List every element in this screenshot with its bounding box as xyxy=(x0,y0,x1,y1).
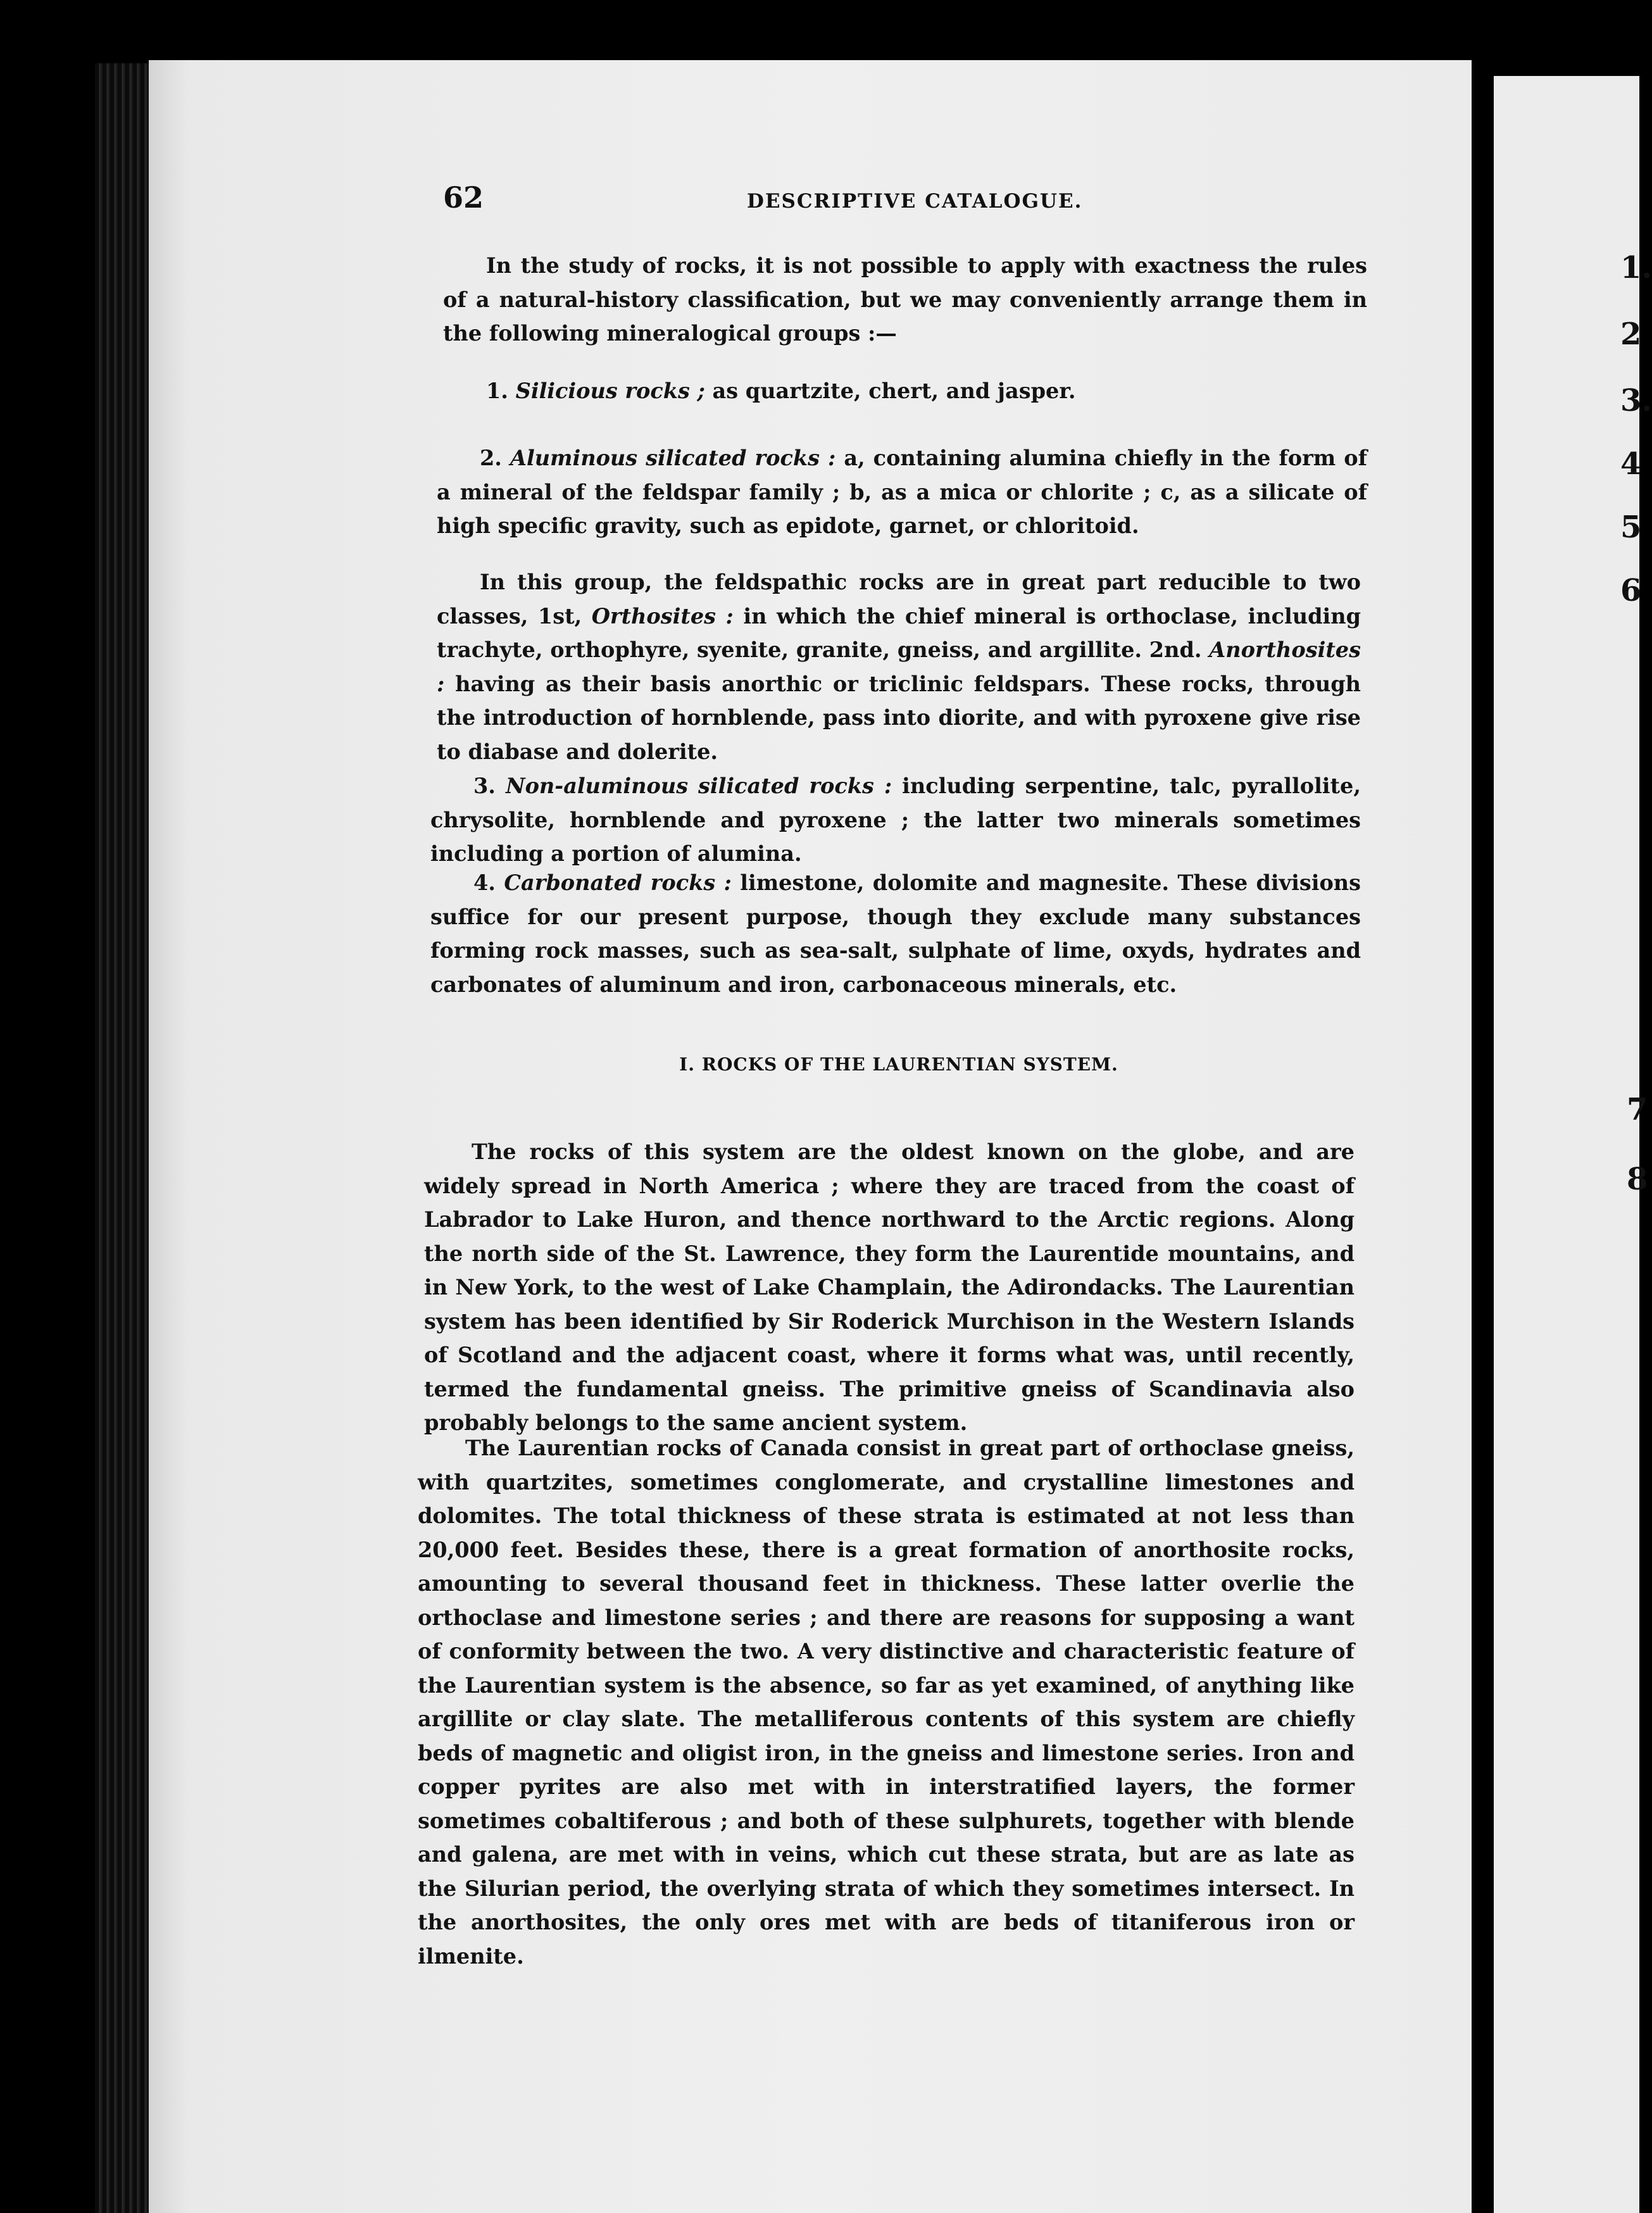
group-item-3 xyxy=(430,769,1361,871)
facing-number: 4 xyxy=(1620,446,1642,482)
group-name: Non-aluminous silicated rocks : xyxy=(505,774,892,798)
laurentian-paragraph-2 xyxy=(418,1431,1355,1973)
facing-page-edge xyxy=(1494,76,1652,2213)
facing-number: 1. xyxy=(1620,250,1652,285)
group-name: Silicious rocks ; xyxy=(515,379,705,403)
running-header: DESCRIPTIVE CATALOGUE. xyxy=(747,190,1083,213)
facing-number: 3. xyxy=(1620,383,1652,418)
feldspathic-text-1: In this group, the feldspathic rocks are in great part reducible to two classes, 1st, xyxy=(437,570,1361,629)
facing-number: 2 xyxy=(1620,317,1642,352)
group-text: including serpentine, talc, pyrallolite, chrysolite, hornblende and pyroxene ; the latter two minerals sometimes including a portion of alumina. xyxy=(430,774,1361,866)
group-number: 4. xyxy=(473,870,496,895)
group-text: as quartzite, chert, and jasper. xyxy=(704,379,1076,403)
laurentian-paragraph-1 xyxy=(424,1135,1355,1440)
laurentian-text-1: The rocks of this system are the oldest known on the globe, and are widely spread in North America ; where they are traced from the coast of Labrador to Lake Huron, and thence northward to the Arctic regions. Along the north side of the St. Lawrence, they form the Laurentide mountains, and in New York, to the west of Lake Champlain, the Adirondacks. The Laurentian system has been identified by Sir Roderick Murchison in the Western Islands of Scotland and the adjacent coast, where it forms what was, until recently, termed the fundamental gneiss. The primitive gneiss of Scandinavia also probably belongs to the same ancient system. xyxy=(424,1139,1355,1435)
group-text: limestone, dolomite and magnesite. These divisions suffice for our present purpose, though they exclude many substances forming rock masses, such as sea-salt, sulphate of lime, oxyds, hydrates and carbonates of aluminum and iron, carbonaceous minerals, etc. xyxy=(430,870,1361,997)
group-number: 2. xyxy=(480,446,502,470)
group-text: a, containing alumina chiefly in the form of a mineral of the feldspar family ; b, as a mica or chlorite ; c, as a silicate of high specific gravity, such as epidote, garnet, or chloritoid. xyxy=(437,446,1367,538)
facing-number: 6 xyxy=(1620,573,1642,608)
group-name: Carbonated rocks : xyxy=(504,870,732,895)
group-item-2 xyxy=(437,441,1367,543)
laurentian-text-2: The Laurentian rocks of Canada consist in great part of orthoclase gneiss, with quartzites, sometimes conglomerate, and crystalline limestones and dolomites. The total thickness of these strata is estimated at not less than 20,000 feet. Besides these, there is a great formation of anorthosite rocks, amounting to several thousand feet in thickness. These latter overlie the orthoclase and limestone series ; and there are reasons for supposing a want of conformity between the two. A very distinctive and characteristic feature of the Laurentian system is the absence, so far as yet examined, of anything like argillite or clay slate. The metalliferous contents of this system are chiefly beds of magnetic and oligist iron, in the gneiss and limestone series. Iron and copper pyrites are also met with in interstratified layers, the former sometimes cobaltiferous ; and both of these sulphurets, together with blende and galena, are met with in veins, which cut these strata, but are as late as the Silurian period, the overlying strata of which they sometimes intersect. In the anorthosites, the only ores met with are beds of titaniferous iron or ilmenite. xyxy=(418,1436,1355,1969)
book-spine xyxy=(95,63,152,2213)
feldspathic-paragraph xyxy=(437,565,1361,768)
group-number: 3. xyxy=(473,774,496,798)
facing-number: 8 xyxy=(1627,1162,1648,1197)
page-gutter xyxy=(1472,60,1494,2213)
feldspathic-text-2: in which the chief mineral is orthoclase, including trachyte, orthophyre, syenite, granite, gneiss, and argillite. 2nd. xyxy=(437,603,1361,662)
section-heading: I. ROCKS OF THE LAURENTIAN SYSTEM. xyxy=(679,1054,1118,1075)
feldspathic-text-3: having as their basis anorthic or triclinic feldspars. These rocks, through the introduction of hornblende, pass into diorite, and with pyroxene give rise to diabase and dolerite. xyxy=(437,671,1361,764)
orthosites-term: Orthosites : xyxy=(591,603,734,629)
page-number: 62 xyxy=(443,180,484,215)
group-item-1 xyxy=(443,374,1367,408)
facing-number: 5 xyxy=(1620,510,1642,545)
anorthosites-term: Anorthosites : xyxy=(437,637,1361,696)
intro-paragraph xyxy=(443,249,1367,351)
group-item-4 xyxy=(430,866,1361,1001)
facing-number: 7 xyxy=(1627,1092,1648,1127)
group-number: 1. xyxy=(486,379,508,403)
group-name: Aluminous silicated rocks : xyxy=(510,446,836,470)
intro-text: In the study of rocks, it is not possible to apply with exactness the rules of a natural-history classification, but we may conveniently arrange them in the following mineralogical groups :— xyxy=(443,253,1367,346)
